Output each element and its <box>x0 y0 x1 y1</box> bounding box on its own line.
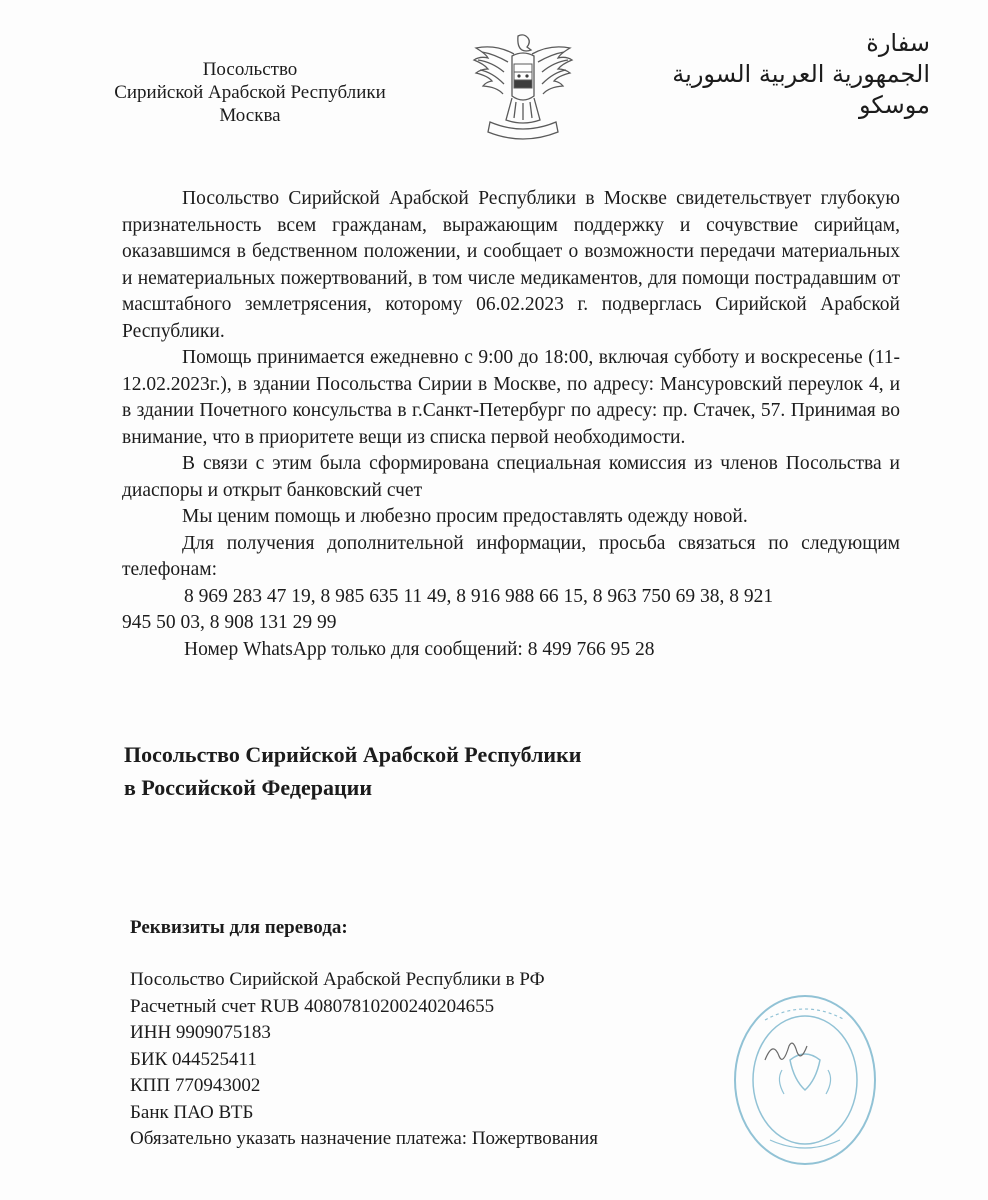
embassy-seal-stamp-icon <box>730 990 880 1170</box>
requisites-title: Реквизиты для перевода: <box>130 917 348 938</box>
signature-scribble-icon <box>760 1030 820 1070</box>
requisite-bank: Банк ПАО ВТБ <box>130 1101 254 1123</box>
requisite-kpp: КПП 770943002 <box>130 1075 261 1096</box>
signature-line-1: Посольство Сирийской Арабской Республики <box>124 742 582 767</box>
phone-numbers-line-1: 8 969 283 47 19, 8 985 635 11 49, 8 916 988 66 15, 8 963 750 69 38, 8 921 <box>184 585 774 607</box>
requisites-list <box>130 967 770 1153</box>
header-ru-line-3: Москва <box>219 105 281 126</box>
header-russian <box>60 58 440 127</box>
header-ar-line-1: سفارة <box>866 29 930 57</box>
requisite-bik: БИК 044525411 <box>130 1048 257 1070</box>
paragraph-gratitude: Посольство Сирийской Арабской Республики в Москве свидетельствует глубокую признательность всем гражданам, выражающим поддержку и сочувствие сирийцам, оказавшимся в бедственном положении, и сообщает о возможности передачи материальных и нематериальных пожертвований, в том числе медикаментов, для помощи пострадавшим от масштабного землетрясения, которому 06.02.2023 г. подверглась Сирийской Арабской Республики. <box>122 188 900 342</box>
paragraph-commission: В связи с этим была сформирована специальная комиссия из членов Посольства и диаспоры и открыт банковский счет <box>122 453 900 501</box>
paragraph-schedule: Помощь принимается ежедневно с 9:00 до 18:00, включая субботу и воскресенье (11-12.02.2023г.), в здании Посольства Сирии в Москве, по адресу: Мансуровский переулок 4, и в здании Почетного консульства в г.Санкт-Петербург по адресу: пр. Стачек, 57. Принимая во внимание, что в приоритете вещи из списка первой необходимости. <box>122 347 900 448</box>
requisite-account: Расчетный счет RUB 40807810200240204655 <box>130 995 495 1017</box>
phone-numbers-line-2: 945 50 03, 8 908 131 29 99 <box>122 612 337 633</box>
requisite-purpose: Обязательно указать назначение платежа: Пожертвования <box>130 1128 598 1149</box>
hawk-of-quraish-emblem-icon <box>468 30 578 150</box>
whatsapp-number: Номер WhatsApp только для сообщений: 8 499 766 95 28 <box>184 638 655 660</box>
header-ru-line-1: Посольство <box>202 59 298 80</box>
paragraph-clothing: Мы ценим помощь и любезно просим предоставлять одежду новой. <box>182 506 748 527</box>
requisite-inn: ИНН 9909075183 <box>130 1022 271 1043</box>
letter-body <box>122 186 900 663</box>
paragraph-contacts: Для получения дополнительной информации, просьба связаться по следующим телефонам: <box>122 532 900 580</box>
header-arabic <box>600 28 930 121</box>
requisite-recipient: Посольство Сирийской Арабской Республики в РФ <box>130 969 545 990</box>
signature-line-2: в Российской Федерации <box>124 775 373 800</box>
header-ar-line-2: الجمهورية العربية السورية <box>672 60 930 88</box>
header-ru-line-2: Сирийской Арабской Республики <box>114 82 386 103</box>
header-ar-line-3: موسكو <box>858 91 930 119</box>
signature-block <box>124 738 824 804</box>
